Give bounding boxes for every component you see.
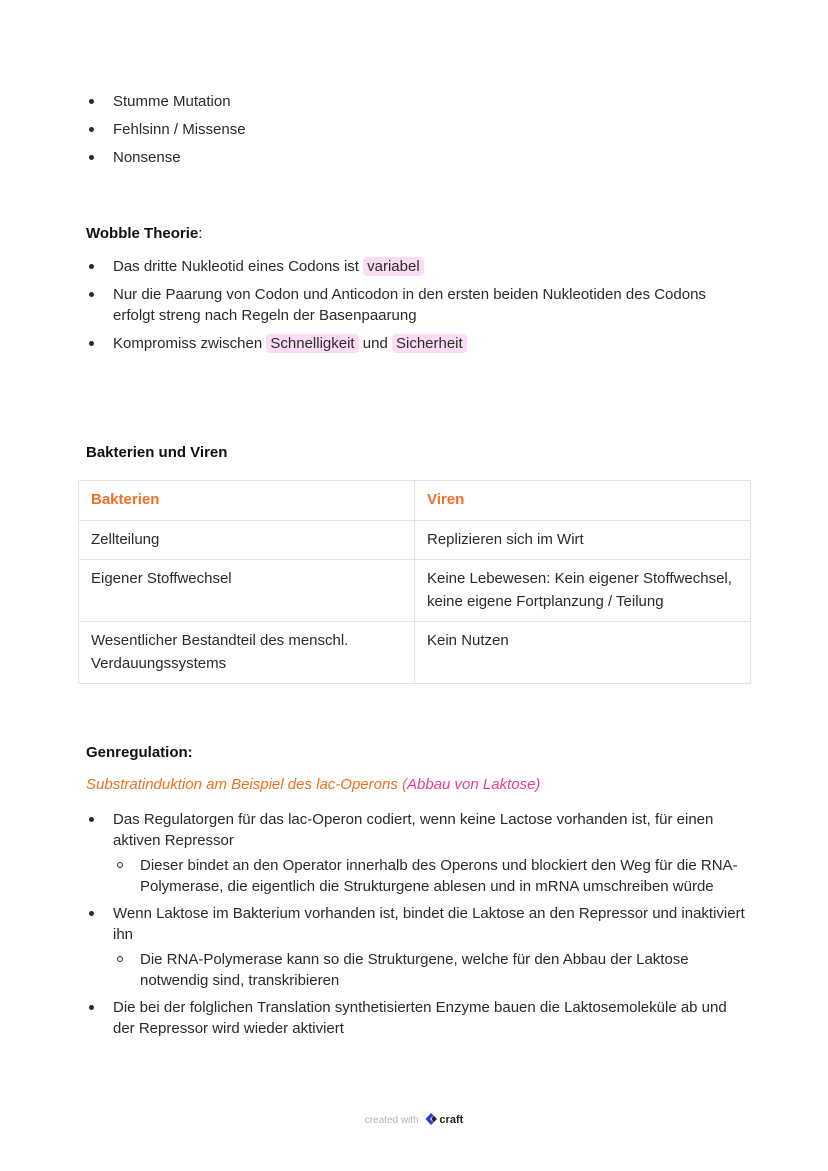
table-cell: Replizieren sich im Wirt	[415, 520, 751, 560]
genreg-item1: Das Regulatorgen für das lac-Operon codiert, wenn keine Lactose vorhanden ist, für einen aktiven Repressor	[113, 811, 714, 849]
craft-logo-icon	[424, 1112, 438, 1126]
list-item	[86, 903, 746, 991]
subtitle-part1: Substratinduktion am Beispiel des lac-Operons (	[86, 776, 407, 793]
list-item: Stumme Mutation	[86, 91, 746, 112]
sub-list-item: Die RNA-Polymerase kann so die Strukturgene, welche für den Abbau der Laktose notwendig sind, transkribieren	[113, 949, 746, 991]
wobble-item3-text: Kompromiss zwischen	[113, 335, 263, 352]
highlight-sicherheit: Sicherheit	[392, 334, 467, 353]
footer-brand: craft	[439, 1114, 464, 1126]
table-cell: Keine Lebewesen: Kein eigener Stoffwechsel, keine eigene Fortplanzung / Teilung	[415, 560, 751, 622]
wobble-item3-between: und	[362, 335, 388, 352]
footer	[0, 1112, 828, 1126]
table-cell: Eigener Stoffwechsel	[79, 560, 415, 622]
genreg-item2: Wenn Laktose im Bakterium vorhanden ist, bindet die Laktose an den Repressor und inaktiviert ihn	[113, 905, 745, 943]
table-cell: Kein Nutzen	[415, 622, 751, 684]
table-cell: Zellteilung	[79, 520, 415, 560]
wobble-list	[86, 256, 746, 354]
subtitle-part2: Abbau von Laktose)	[407, 776, 541, 793]
table-row	[79, 520, 751, 560]
wobble-item1-text: Das dritte Nukleotid eines Codons ist	[113, 258, 359, 275]
table-cell: Wesentlicher Bestandteil des menschl. Verdauungssystems	[79, 622, 415, 684]
list-item: Nur die Paarung von Codon und Anticodon in den ersten beiden Nukleotiden des Codons erfolgt streng nach Regeln der Basenpaarung	[86, 284, 746, 326]
highlight-schnelligkeit: Schnelligkeit	[266, 334, 358, 353]
list-item: Nonsense	[86, 147, 746, 168]
wobble-title: Wobble Theorie	[86, 225, 199, 242]
wobble-title-colon: :	[198, 225, 203, 242]
list-item: Die bei der folglichen Translation synthetisierten Enzyme bauen die Laktosemoleküle ab und der Repressor wird wieder aktiviert	[86, 997, 746, 1039]
genregulation-heading: Genregulation:	[86, 744, 193, 761]
header-bakterien: Bakterien	[79, 481, 415, 521]
sub-list	[113, 855, 746, 897]
list-item: Fehlsinn / Missense	[86, 119, 746, 140]
table-row	[79, 622, 751, 684]
footer-created-with: created with	[364, 1115, 419, 1126]
list-item	[86, 256, 746, 277]
sub-list	[113, 949, 746, 991]
table-header-row	[79, 481, 751, 521]
bakterien-viren-table	[78, 480, 751, 684]
header-viren: Viren	[415, 481, 751, 521]
genregulation-subtitle	[86, 776, 540, 793]
highlight-variabel: variabel	[363, 257, 424, 276]
wobble-heading	[86, 225, 202, 242]
sub-list-item: Dieser bindet an den Operator innerhalb des Operons und blockiert den Weg für die RNA-Polymerase, die eigentlich die Strukturgene ablesen und in mRNA umschreiben würde	[113, 855, 746, 897]
bakterien-viren-heading: Bakterien und Viren	[86, 444, 228, 461]
genregulation-list	[86, 809, 746, 1039]
list-item	[86, 333, 746, 354]
list-item	[86, 809, 746, 897]
mutation-types-list	[86, 91, 746, 168]
table-row	[79, 560, 751, 622]
